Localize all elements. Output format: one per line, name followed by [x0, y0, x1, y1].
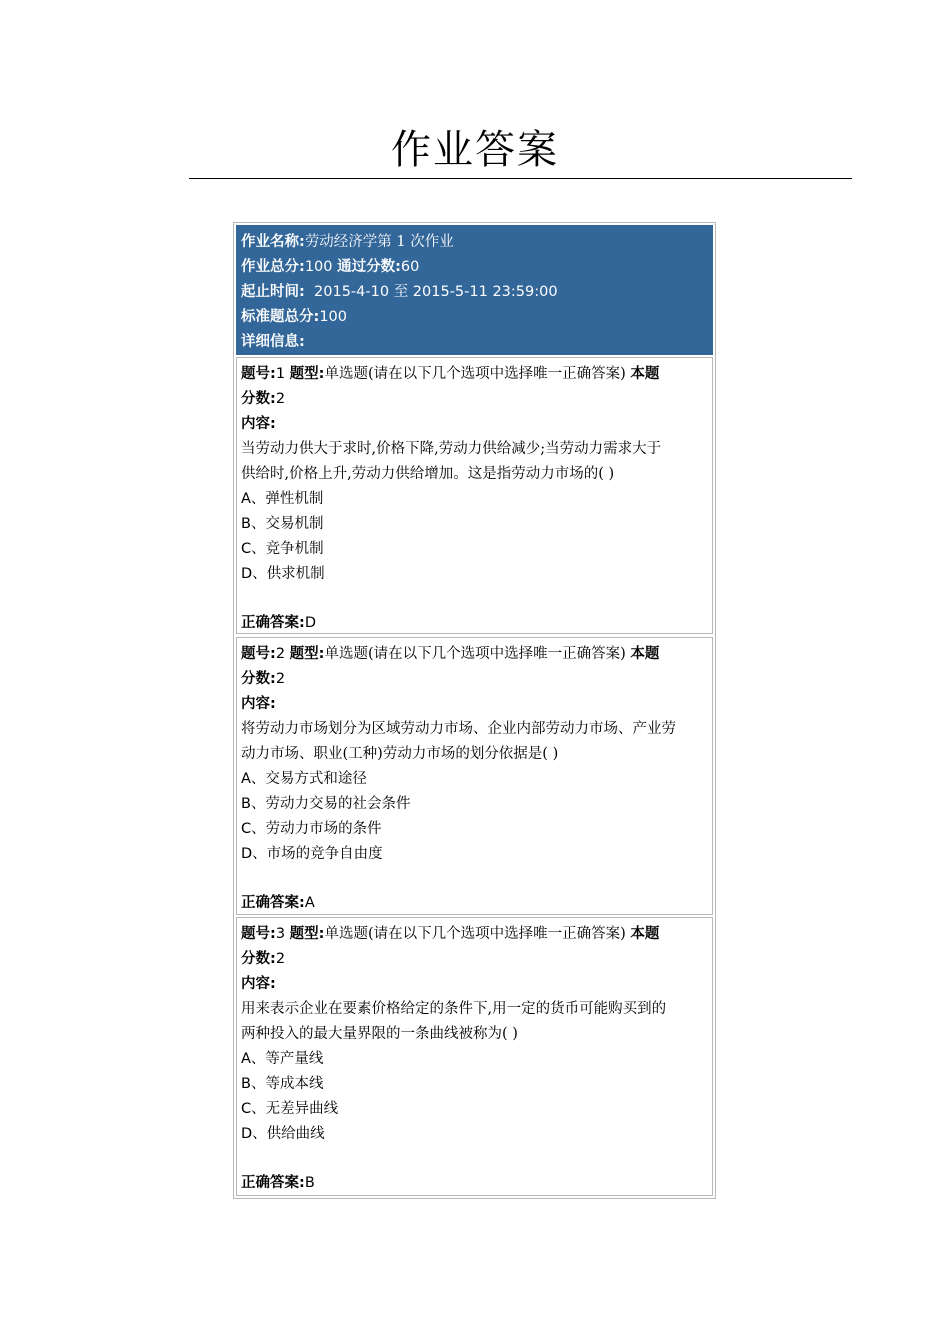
question-type-label: 题型:	[289, 926, 325, 942]
question-score-label-a: 本题	[630, 366, 660, 382]
assignment-name-value: 劳动经济学第 1 次作业	[304, 234, 454, 250]
option-text: 、劳动力交易的社会条件	[250, 796, 411, 812]
option-text: 、弹性机制	[250, 491, 324, 507]
standard-score-row	[241, 305, 347, 330]
question-content-line-1: 用来表示企业在要素价格给定的条件下,用一定的货币可能购买到的	[241, 1001, 667, 1017]
question-number-value: 1	[275, 366, 286, 382]
total-score-label: 作业总分:	[241, 259, 305, 275]
total-score-value: 100	[304, 259, 333, 275]
question-type-value: 单选题(请在以下几个选项中选择唯一正确答案)	[324, 366, 626, 382]
time-range-row	[241, 280, 558, 305]
option-b	[241, 792, 410, 817]
pass-score-label: 通过分数:	[337, 259, 401, 275]
option-key: A	[241, 771, 251, 787]
correct-answer-label: 正确答案:	[241, 895, 305, 911]
correct-answer-value: B	[304, 1175, 315, 1191]
correct-answer-value: A	[304, 895, 315, 911]
option-key: D	[241, 1126, 253, 1142]
option-text: 、劳动力市场的条件	[251, 821, 382, 837]
assignment-score-row	[241, 255, 419, 280]
option-key: D	[241, 566, 253, 582]
question-number-value: 2	[275, 646, 286, 662]
question-score-row	[241, 947, 285, 972]
option-a	[241, 767, 367, 792]
question-score-label-a: 本题	[630, 646, 660, 662]
question-score-label-b: 分数:	[241, 391, 276, 407]
option-a	[241, 487, 323, 512]
option-d	[241, 842, 383, 867]
time-range-label: 起止时间:	[241, 284, 305, 300]
option-key: A	[241, 491, 251, 507]
option-text: 、竞争机制	[251, 541, 324, 557]
correct-answer-row	[241, 1171, 315, 1196]
question-content-line-1: 将劳动力市场划分为区域劳动力市场、企业内部劳动力市场、产业劳	[241, 721, 676, 737]
standard-score-label: 标准题总分:	[241, 309, 320, 325]
option-key: C	[241, 541, 252, 557]
option-text: 、供给曲线	[252, 1126, 325, 1142]
question-type-label: 题型:	[289, 366, 325, 382]
question-number-label: 题号:	[241, 366, 276, 382]
time-end-value: 2015-5-11 23:59:00	[412, 284, 558, 300]
question-content-line-2: 动力市场、职业(工种)劳动力市场的划分依据是( )	[241, 746, 559, 762]
question-content-line-2: 供给时,价格上升,劳动力供给增加。这是指劳动力市场的( )	[241, 466, 615, 482]
standard-score-value: 100	[319, 309, 347, 325]
pass-score-value: 60	[400, 259, 420, 275]
question-block-1	[236, 357, 713, 634]
detail-info-label: 详细信息:	[241, 334, 305, 350]
option-key: B	[241, 1076, 251, 1092]
question-number-label: 题号:	[241, 646, 276, 662]
question-score-label-b: 分数:	[241, 671, 276, 687]
option-key: A	[241, 1051, 251, 1067]
correct-answer-label: 正确答案:	[241, 615, 305, 631]
option-text: 、无差异曲线	[251, 1101, 339, 1117]
option-d	[241, 1122, 325, 1147]
option-key: D	[241, 846, 253, 862]
option-text: 、供求机制	[252, 566, 325, 582]
correct-answer-row	[241, 891, 315, 916]
title-divider	[189, 178, 852, 179]
question-content-label: 内容:	[241, 696, 276, 712]
option-text: 、交易机制	[250, 516, 324, 532]
question-content-label: 内容:	[241, 976, 276, 992]
option-c	[241, 817, 382, 842]
option-key: C	[241, 821, 252, 837]
assignment-name-row	[241, 230, 454, 255]
option-text: 、等产量线	[250, 1051, 324, 1067]
question-meta-row	[241, 642, 659, 667]
question-score-value: 2	[275, 951, 286, 967]
option-key: B	[241, 796, 251, 812]
option-a	[241, 1047, 323, 1072]
option-key: C	[241, 1101, 252, 1117]
option-text: 、等成本线	[250, 1076, 324, 1092]
option-b	[241, 1072, 323, 1097]
question-number-label: 题号:	[241, 926, 276, 942]
question-type-value: 单选题(请在以下几个选项中选择唯一正确答案)	[324, 646, 626, 662]
question-content-label: 内容:	[241, 416, 276, 432]
option-d	[241, 562, 325, 587]
question-type-value: 单选题(请在以下几个选项中选择唯一正确答案)	[324, 926, 626, 942]
question-score-label-a: 本题	[630, 926, 660, 942]
question-block-2	[236, 637, 713, 915]
assignment-name-label: 作业名称:	[241, 234, 305, 250]
assignment-info-header	[236, 225, 713, 355]
option-c	[241, 1097, 338, 1122]
correct-answer-row	[241, 611, 316, 636]
question-score-label-b: 分数:	[241, 951, 276, 967]
question-number-value: 3	[275, 926, 286, 942]
question-meta-row	[241, 362, 659, 387]
question-score-row	[241, 387, 285, 412]
detail-info-row	[241, 330, 305, 355]
time-separator: 至	[393, 284, 409, 300]
document-title: 作业答案	[391, 127, 559, 173]
question-score-row	[241, 667, 285, 692]
question-score-value: 2	[275, 391, 286, 407]
question-type-label: 题型:	[289, 646, 325, 662]
question-score-value: 2	[275, 671, 286, 687]
correct-answer-value: D	[304, 615, 316, 631]
question-block-3	[236, 917, 713, 1196]
option-key: B	[241, 516, 251, 532]
time-start-value: 2015-4-10	[314, 284, 390, 300]
question-content-line-2: 两种投入的最大量界限的一条曲线被称为( )	[241, 1026, 518, 1042]
option-b	[241, 512, 323, 537]
option-c	[241, 537, 324, 562]
correct-answer-label: 正确答案:	[241, 1175, 305, 1191]
question-content-line-1: 当劳动力供大于求时,价格下降,劳动力供给减少;当劳动力需求大于	[241, 441, 662, 457]
option-text: 、市场的竞争自由度	[252, 846, 383, 862]
question-meta-row	[241, 922, 659, 947]
assignment-table	[233, 222, 716, 1199]
option-text: 、交易方式和途径	[250, 771, 367, 787]
